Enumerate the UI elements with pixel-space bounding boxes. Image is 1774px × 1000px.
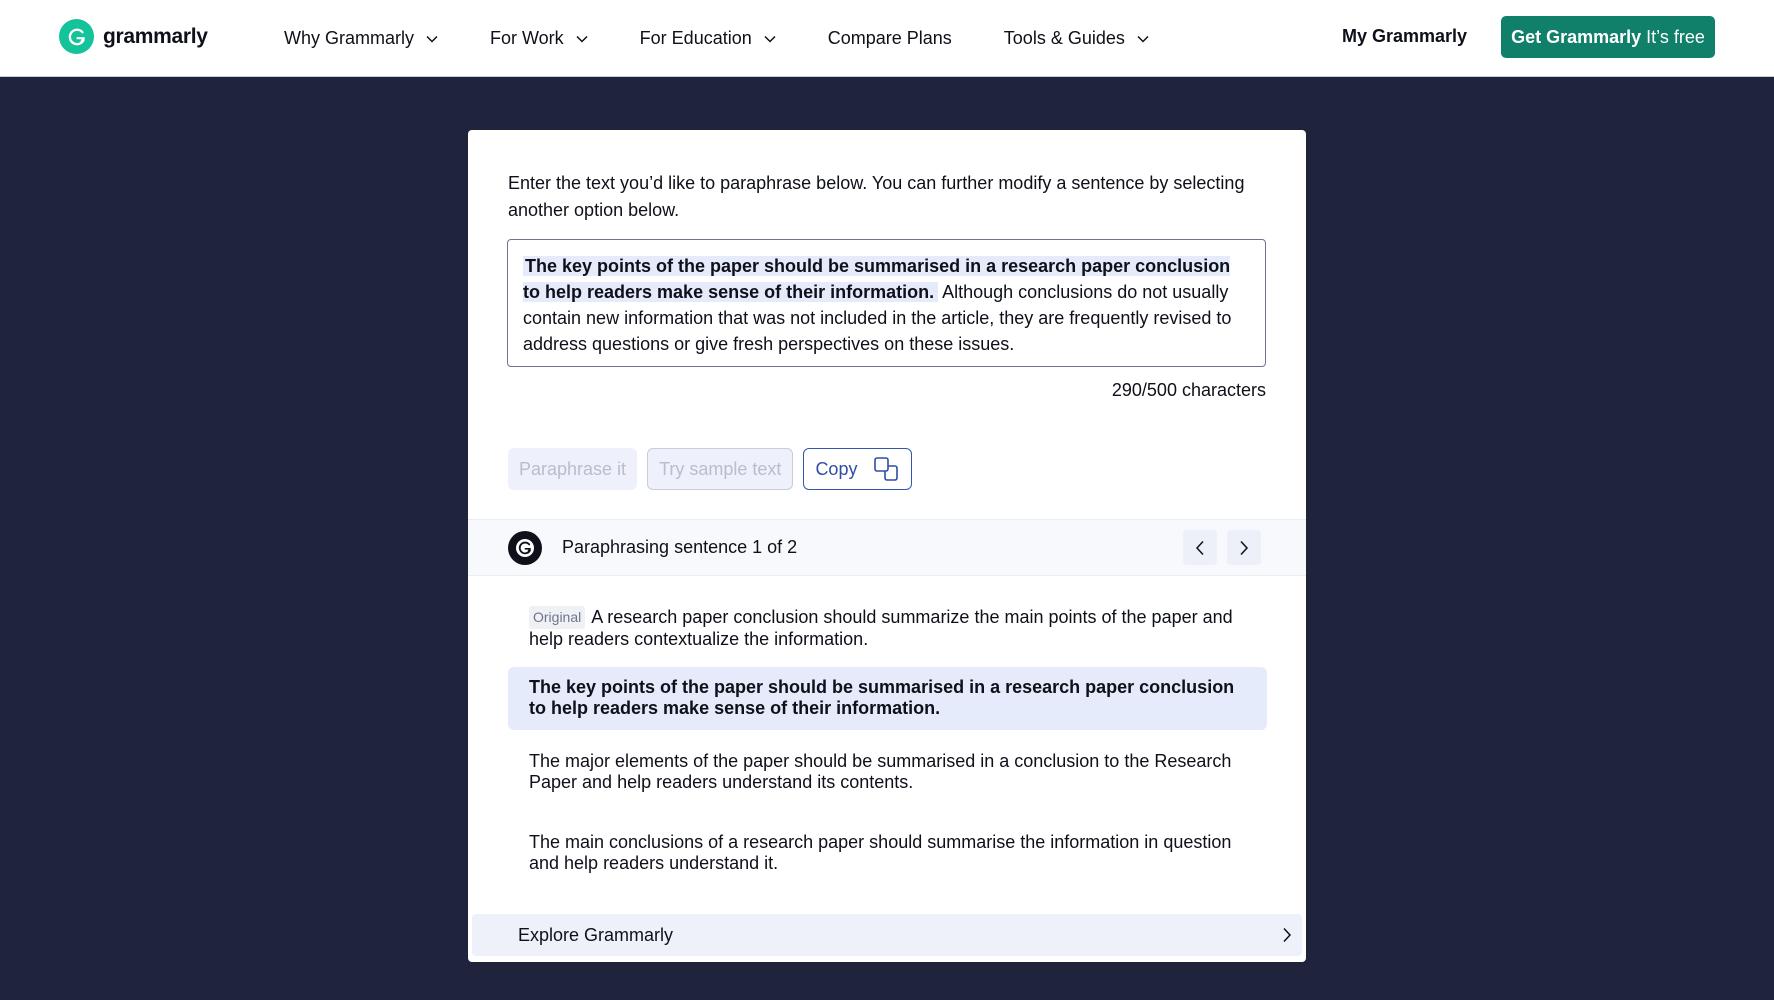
explore-grammarly-link[interactable] (472, 914, 1302, 956)
nav-why-grammarly[interactable] (284, 28, 438, 49)
chevron-down-icon (426, 35, 438, 43)
nav-label: Why Grammarly (284, 28, 414, 48)
cta-light-label: It’s free (1646, 26, 1705, 47)
nav-label: For Education (639, 28, 752, 48)
nav-compare-plans[interactable] (828, 28, 952, 49)
nav-label: Tools & Guides (1003, 28, 1125, 48)
top-navigation-bar (0, 0, 1774, 77)
previous-sentence-button[interactable] (1183, 530, 1217, 565)
original-sentence (508, 600, 1267, 662)
nav-for-education[interactable] (640, 28, 776, 49)
nav-for-work[interactable] (490, 28, 588, 49)
paraphrase-button[interactable]: Paraphrase it (508, 448, 637, 490)
paraphrase-text-input[interactable] (507, 239, 1266, 367)
character-count: 290/500 characters (1111, 380, 1266, 400)
chevron-down-icon (764, 35, 776, 43)
chevron-down-icon (1137, 35, 1149, 43)
main-nav (284, 0, 1201, 77)
brand-name: grammarly (103, 24, 208, 48)
grammarly-g-icon (508, 531, 542, 565)
chevron-left-icon (1195, 540, 1205, 556)
paraphrase-option[interactable]: The major elements of the paper should be summarised in a conclusion to the Research Paper and help readers understand its contents. (529, 751, 1232, 792)
remaining-text: Although conclusions do not usually contain new information that was not included in the article, they are frequently revised to address questions or give fresh perspectives on these issues. (523, 282, 1232, 354)
action-buttons (508, 448, 922, 490)
chevron-right-icon (1239, 540, 1249, 556)
nav-label: For Work (490, 28, 564, 48)
chevron-right-icon (1282, 927, 1292, 943)
paraphrase-options-list (508, 600, 1267, 885)
next-sentence-button[interactable] (1227, 530, 1261, 565)
my-grammarly-link[interactable]: My Grammarly (1342, 26, 1468, 46)
paraphrase-option-selected[interactable]: The key points of the paper should be summarised in a research paper conclusion to help readers make sense of their information. (508, 667, 1267, 730)
original-text: A research paper conclusion should summarize the main points of the paper and help readers contextualize the information. (529, 607, 1233, 649)
nav-tools-guides[interactable] (1004, 28, 1149, 49)
paraphraser-card (468, 130, 1306, 962)
cta-bold-label: Get Grammarly (1511, 26, 1642, 47)
copy-icon (873, 456, 899, 482)
original-tag: Original (529, 606, 585, 629)
paraphrasing-status-bar (468, 519, 1306, 576)
grammarly-logo[interactable] (59, 19, 208, 54)
grammarly-g-icon (59, 19, 94, 54)
nav-label: Compare Plans (827, 28, 952, 48)
paraphrasing-progress-label: Paraphrasing sentence 1 of 2 (562, 537, 798, 557)
highlighted-sentence[interactable]: The key points of the paper should be summarised in a research paper conclusion to help readers make sense of their information. (523, 256, 1231, 302)
instructions-text: Enter the text you’d like to paraphrase below. You can further modify a sentence by selecting another option below. (508, 173, 1245, 220)
copy-label: Copy (815, 458, 858, 479)
get-grammarly-button[interactable] (1501, 16, 1715, 58)
explore-label: Explore Grammarly (518, 924, 674, 945)
try-sample-text-button[interactable]: Try sample text (647, 448, 793, 490)
paraphrase-option[interactable]: The main conclusions of a research paper should summarise the information in question and help readers understand it. (529, 832, 1232, 873)
chevron-down-icon (576, 35, 588, 43)
copy-button[interactable] (803, 448, 912, 490)
